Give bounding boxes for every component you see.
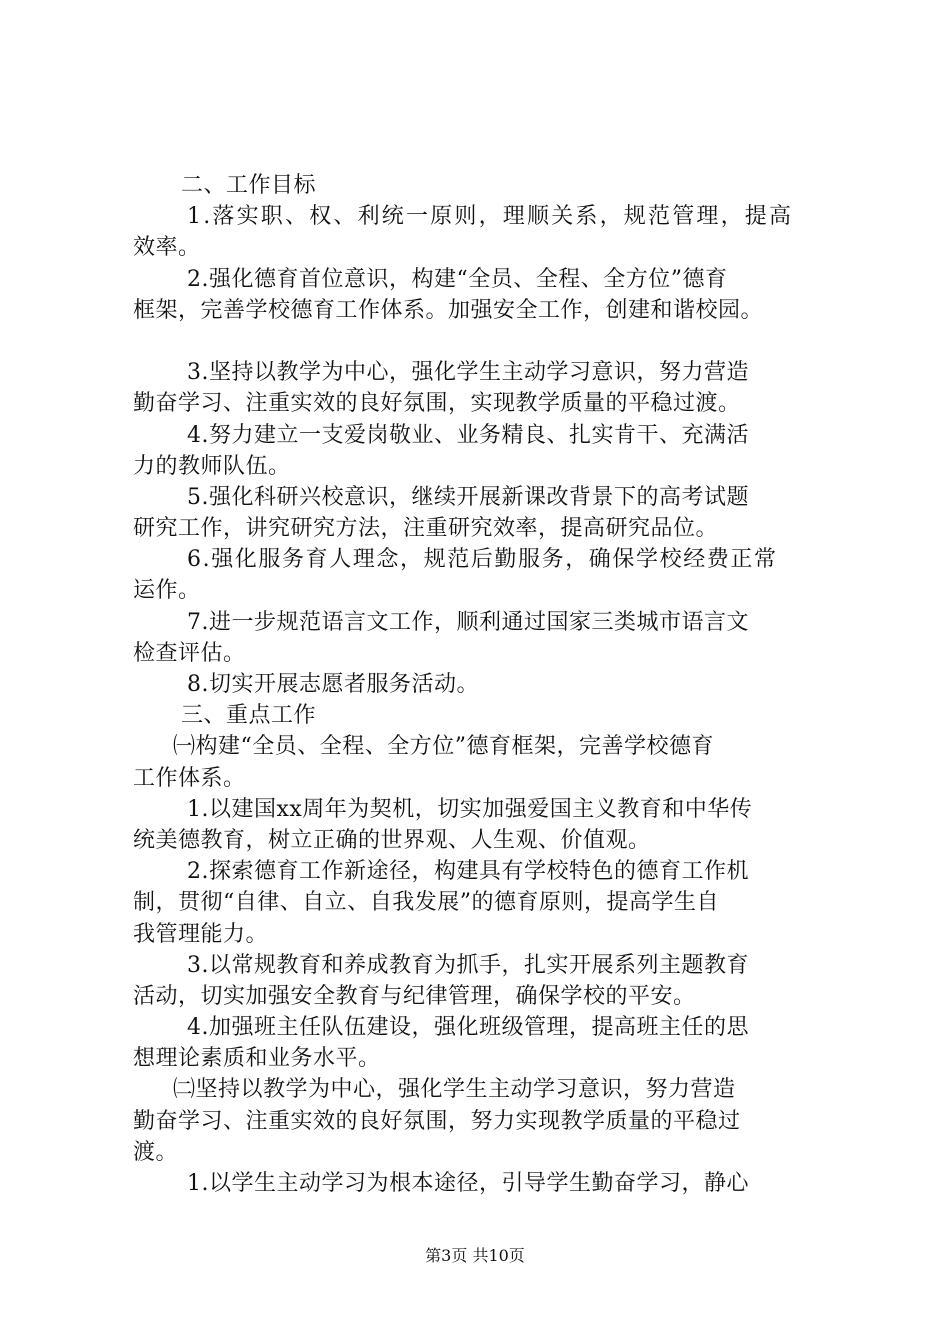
goal-3-line-1: 3.坚持以教学为中心，强化学生主动学习意识，努力营造 [187, 360, 749, 386]
goal-2-line-2: 框架，完善学校德育工作体系。加强安全工作，创建和谐校园。 [133, 297, 764, 323]
key-work-2-line-1: ㈡坚持以教学为中心，强化学生主动学习意识，努力营造 [173, 1077, 736, 1103]
key-work-2-line-2: 勤奋学习、注重实效的良好氛围，努力实现教学质量的平稳过 [133, 1108, 741, 1134]
key-work-1-line-1: ㈠构建“全员、全程、全方位”德育框架，完善学校德育 [173, 734, 714, 760]
key-work-2-line-3: 渡。 [133, 1139, 179, 1165]
item-3-line-1: 3.以常规教育和养成教育为抓手，扎实开展系列主题教育 [187, 952, 749, 978]
goal-5-line-2: 研究工作，讲究研究方法，注重研究效率，提高研究品位。 [133, 516, 719, 542]
goal-7-line-2: 检查评估。 [133, 640, 246, 666]
goal-6-line-2: 运作。 [133, 578, 201, 604]
goal-1-line-2: 效率。 [133, 235, 201, 261]
item-2-line-3: 我管理能力。 [133, 921, 269, 947]
document-body [133, 170, 833, 1199]
goal-5-line-1: 5.强化科研兴校意识，继续开展新课改背景下的高考试题 [187, 484, 749, 510]
goal-2-line-1: 2.强化德育首位意识，构建“全员、全程、全方位”德育 [187, 266, 728, 292]
goal-7-line-1: 7.进一步规范语言文工作，顺利通过国家三类城市语言文 [187, 609, 749, 635]
goal-4-line-2: 力的教师队伍。 [133, 453, 291, 479]
item-4-line-2: 想理论素质和业务水平。 [133, 1046, 381, 1072]
section-heading-goals: 二、工作目标 [181, 173, 317, 198]
item-4-line-1: 4.加强班主任队伍建设，强化班级管理，提高班主任的思 [187, 1015, 749, 1041]
key-work-1-line-2: 工作体系。 [133, 765, 246, 791]
goal-3-line-2: 勤奋学习、注重实效的良好氛围，实现教学质量的平稳过渡。 [133, 391, 741, 417]
item-1-line-2: 统美德教育，树立正确的世界观、人生观、价值观。 [133, 827, 651, 853]
blank-line [133, 326, 833, 357]
page-number-footer: 第3页 共10页 [425, 1246, 525, 1265]
goal-4-line-1: 4.努力建立一支爱岗敬业、业务精良、扎实肯干、充满活 [187, 422, 749, 448]
goal-1-line-1: 1.落实职、权、利统一原则，理顺关系，规范管理，提高 [187, 204, 794, 230]
item-2-line-2: 制，贯彻“自律、自立、自我发展”的德育原则，提高学生自 [133, 890, 719, 916]
goal-8-line-1: 8.切实开展志愿者服务活动。 [187, 672, 479, 697]
goal-6-line-1: 6.强化服务育人理念，规范后勤服务，确保学校经费正常 [187, 547, 778, 573]
item-2-line-1: 2.探索德育工作新途径，构建具有学校特色的德育工作机 [187, 859, 749, 885]
section-heading-key-work: 三、重点工作 [181, 703, 317, 729]
item-5-line-1: 1.以学生主动学习为根本途径，引导学生勤奋学习，静心 [187, 1171, 749, 1196]
item-3-line-2: 活动，切实加强安全教育与纪律管理，确保学校的平安。 [133, 983, 696, 1009]
item-1-line-1: 1.以建国xx周年为契机，切实加强爱国主义教育和中华传 [187, 796, 753, 822]
